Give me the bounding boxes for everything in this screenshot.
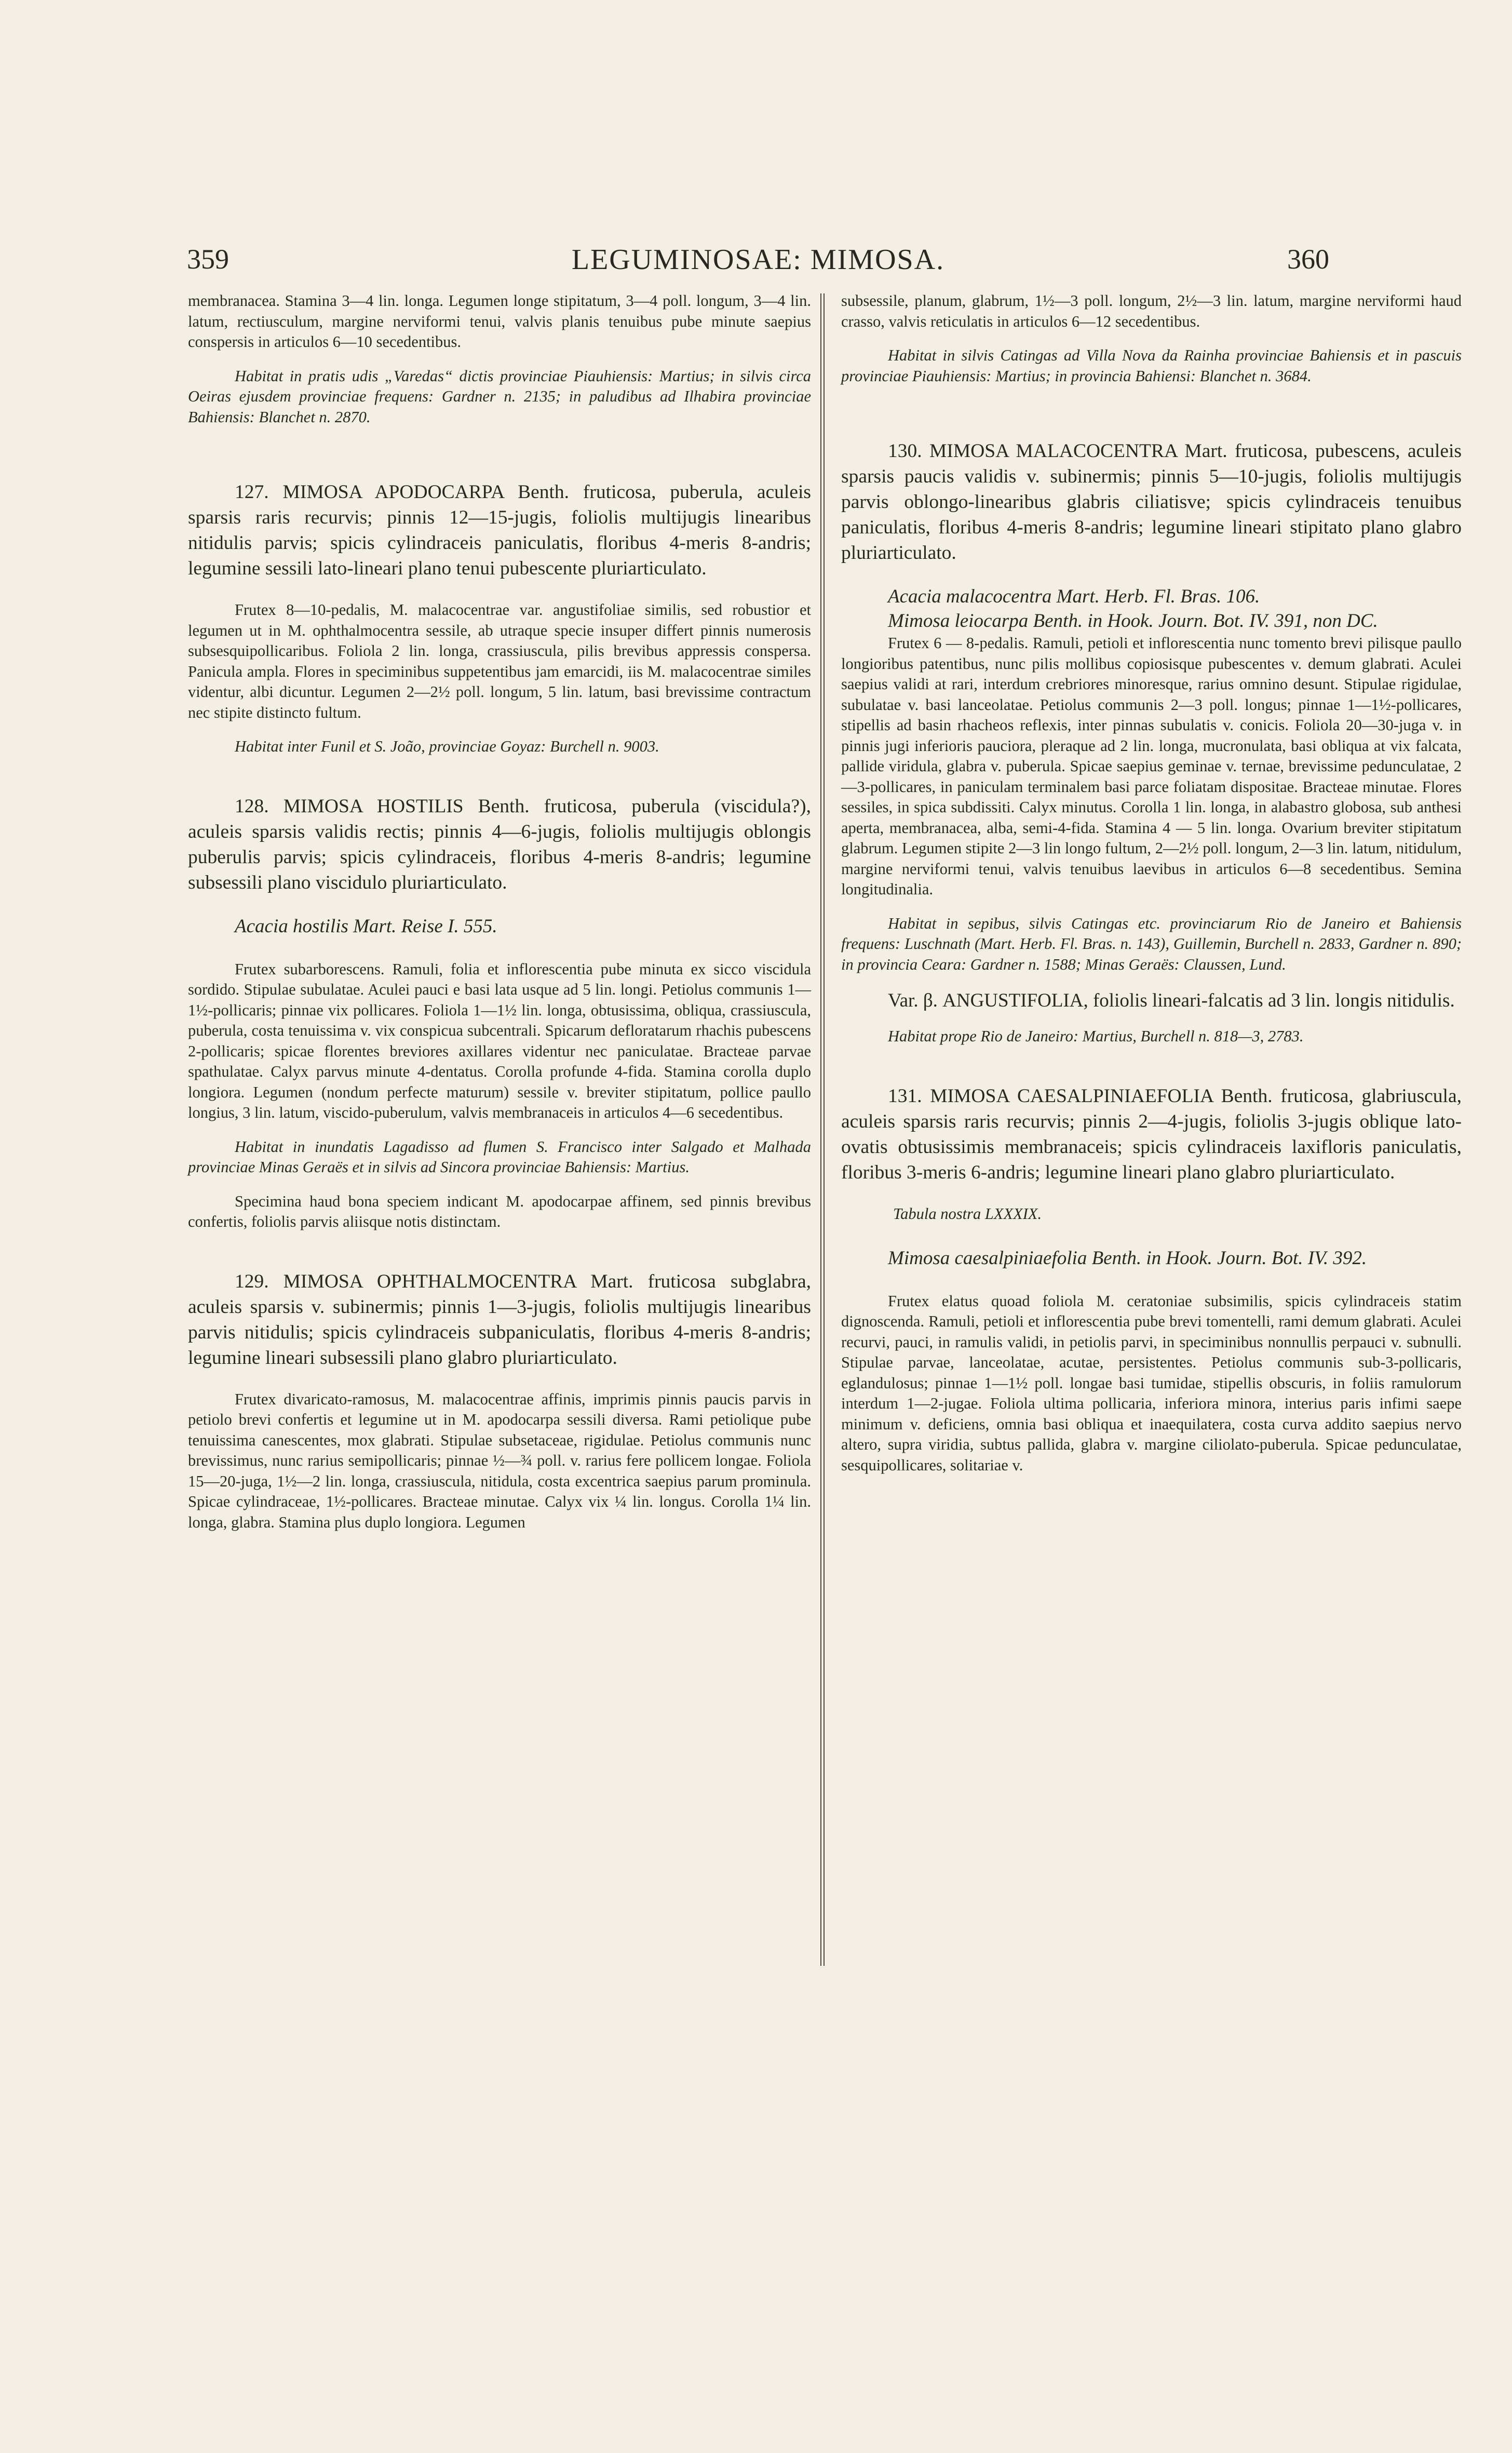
habitat-126: Habitat in pratis udis „Varedas“ dictis provinciae Piauhiensis: Martius; in silvis circa Oeiras ejusdem provinciae frequens: Gardner n. 2135; in paludibus ad Ilhabira provinciae Bahiensis: Blanchet n. 2870.: [188, 367, 811, 426]
species-127-description: Frutex 8—10-pedalis, M. malacocentrae var. angustifoliae similis, sed robustior et legumen ut in M. ophthalmocentra sessile, ab utraque specie insuper differt pinnis numerosis subsesquipollicaribus. Foliola 2 lin. longa, crassiuscula, pilis brevibus appressis conspersa. Panicula ampla. Flores in speciminibus suppetentibus jam emarcidi, iis M. malacocentrae similes videntur, albi dicuntur. Legumen 2—2½ poll. longum, 5 lin. latum, basi brevissime contractum nec stipite distincto fultum.: [188, 601, 811, 721]
species-129-description: Frutex divaricato-ramosus, M. malacocentrae affinis, imprimis pinnis paucis parvis in petiolo brevi confertis et legumine ut in M. apodocarpa sessili diversa. Rami petiolique pube tenuissima canescentes, mox glabrati. Stipulae subsetaceae, rigidulae. Petiolus communis nunc brevissimus, nunc rarius semipollicaris; pinnae ½—¾ poll. v. rarius fere pollicem longae. Foliola 15—20-juga, 1½—2 lin. longa, crassiuscula, nitidula, costa excentrica saepius parum prominula. Spicae cylindraceae, 1½-pollicares. Bracteae minutae. Calyx vix ¼ lin. longus. Corolla 1¼ lin. longa, glabra. Stamina plus duplo longiora. Legumen: [188, 1390, 811, 1531]
species-131-diagnosis: 131. MIMOSA CAESALPINIAEFOLIA Benth. fruticosa, glabriuscula, aculeis sparsis raris recurvis; pinnis 2—4-jugis, foliolis 3-jugis oblique lato-ovatis obtusissimis membranaceis; spicis cylindraceis laxifloris paniculatis, floribus 3-meris 6-andris; legumine lineari plano glabro pluriarticulato.: [841, 1085, 1462, 1183]
species-130-habitat: Habitat in sepibus, silvis Catingas etc. provinciarum Rio de Janeiro et Bahiensis frequens: Luschnath (Mart. Herb. Fl. Bras. n. 143), Guillemin, Burchell n. 2833, Gardner n. 890; in provincia Ceara: Gardner n. 1588; Minas Geraës: Claussen, Lund.: [841, 914, 1462, 973]
page-header: [187, 243, 1329, 285]
species-128-diagnosis: 128. MIMOSA HOSTILIS Benth. fruticosa, puberula (viscidula?), aculeis sparsis validis rectis; pinnis 4—6-jugis, foliolis multijugis oblongis puberulis parvis; spicis cylindraceis, floribus 4-meris 8-andris; legumine subsessili plano viscidulo pluriarticulato.: [188, 795, 811, 893]
species-127-habitat: Habitat inter Funil et S. João, provinciae Goyaz: Burchell n. 9003.: [235, 738, 659, 755]
left-page-number: 359: [187, 244, 229, 275]
species-130-description: Frutex 6 — 8-pedalis. Ramuli, petioli et inflorescentia nunc tomento brevi pilisque paullo longioribus patentibus, nunc pilis mollibus copiosisque pubescentes v. demum glabrati. Aculei saepius validi at rari, interdum crebriores minoresque, rarius omnino desunt. Stipulae rigidulae, subulatae v. basi lanceolatae. Petiolus communis 2—3 poll. longus; pinnae 1—1½-pollicares, stipellis ad basin rhacheos reflexis, inter pinnas subulatis v. conicis. Foliola 20—30-juga v. in pinnis jugi inferioris pauciora, pleraque ad 2 lin. longa, mucronulata, basi obliqua at vix falcata, pallide viridula, glabra v. puberula. Spicae saepius geminae v. ternae, brevissime pedunculatae, 2—3-pollicares, in paniculam terminalem basi parce foliatam dispositae. Bracteae minutae. Flores sessiles, in spica subdissiti. Calyx minutus. Corolla 1 lin. longa, in alabastro globosa, sub anthesi aperta, membranacea, alba, semi-4-fida. Stamina 4 — 5 lin. longa. Ovarium breviter stipitatum glabrum. Legumen stipite 2—3 lin longo fultum, 2—2½ poll. longum, 2—3 lin. latum, nitidulum, margine nerviformi tenui, valvis tenuibus laevibus in articulos 6—8 secedentibus. Semina longitudinalia.: [841, 634, 1462, 898]
species-128-description: Frutex subarborescens. Ramuli, folia et inflorescentia pube minuta ex sicco viscidula sordido. Stipulae subulatae. Aculei pauci e basi lata usque ad 5 lin. longi. Petiolus communis 1—1½-pollicaris; pinnae vix pollicares. Foliola 1—1½ lin. longa, obtusissima, obliqua, crassiuscula, puberula, costa tenuissima v. vix conspicua subcentrali. Spicarum defloratarum rhachis pubescens 2-pollicaris; spicae florentes breviores axillares videntur nec paniculatae. Bracteae parvae spathulatae. Calyx parvus minute 4-dentatus. Corolla profunde 4-fida. Stamina corolla duplo longiora. Legumen (nondum perfecte maturum) sessile v. breviter stipitatum, pollice paullo longius, 3 lin. latum, viscido-puberulum, valvis membranaceis in articulos 4—6 secedentibus.: [188, 960, 811, 1121]
species-130-variety-habitat: Habitat prope Rio de Janeiro: Martius, Burchell n. 818—3, 2783.: [888, 1027, 1304, 1045]
right-column: [841, 291, 1462, 1489]
right-page-number: 360: [1287, 244, 1329, 275]
species-128-note: Specimina haud bona speciem indicant M. apodocarpae affinem, sed pinnis brevibus confertis, foliolis parvis aliisque notis distinctam.: [188, 1192, 811, 1230]
species-131-plate: Tabula nostra LXXXIX.: [893, 1204, 1042, 1223]
continued-description: membranacea. Stamina 3—4 lin. longa. Legumen longe stipitatum, 3—4 poll. longum, 3—4 lin. latum, rectiusculum, margine nerviformi tenui, valvis planis tenuibus pube minute saepius conspersis in articulos 6—10 secedentibus.: [188, 292, 811, 351]
column-divider: [820, 293, 825, 1966]
species-131-synonym: Mimosa caesalpiniaefolia Benth. in Hook. Journ. Bot. IV. 392.: [888, 1247, 1367, 1269]
running-title: LEGUMINOSAE: MIMOSA.: [571, 244, 945, 276]
species-128-habitat: Habitat in inundatis Lagadisso ad flumen S. Francisco inter Salgado et Malhada provinciae Minas Geraës et in silvis ad Sincora provinciae Bahiensis: Martius.: [188, 1137, 811, 1176]
species-128-synonym: Acacia hostilis Mart. Reise I. 555.: [235, 915, 497, 937]
species-131-description: Frutex elatus quoad foliola M. ceratoniae subsimilis, spicis cylindraceis statim dignoscenda. Ramuli, petioli et inflorescentia pube brevi tomentelli, rami demum glabrati. Aculei recurvi, pauci, in ramulis validi, in petiolis parvi, in speciminibus nonnullis perpauci v. subnulli. Stipulae parvae, lanceolatae, acutae, persistentes. Petiolus communis sub-3-pollicaris, eglandulosus; pinnae 1—1½ poll. longae basi tumidae, stipellis obscuris, in foliis ramulorum interdum 1—2-jugae. Foliola ultima pollicaria, inferiora minora, interius paris infimi saepe minimum v. deficiens, omnia basi obliqua et inaequilatera, costa curva addito saepius nervo altero, supra viridia, subtus pallida, glabra v. margine ciliolato-puberula. Spicae pedunculatae, sesquipollicares, solitariae v.: [841, 1292, 1462, 1474]
continued-description-129: subsessile, planum, glabrum, 1½—3 poll. longum, 2½—3 lin. latum, margine nerviformi haud crasso, valvis reticulatis in articulos 6—12 secedentibus.: [841, 292, 1462, 330]
species-130-variety: Var. β. ANGUSTIFOLIA, foliolis lineari-falcatis ad 3 lin. longis nitidulis.: [888, 990, 1455, 1011]
species-127-diagnosis: 127. MIMOSA APODOCARPA Benth. fruticosa, puberula, aculeis sparsis raris recurvis; pinnis 12—15-jugis, foliolis multijugis linearibus nitidulis parvis; spicis cylindraceis paniculatis, floribus 4-meris 8-andris; legumine sessili lato-lineari plano tenui pubescente pluriarticulato.: [188, 481, 811, 579]
species-130-synonym-1: Acacia malacocentra Mart. Herb. Fl. Bras. 106.: [888, 586, 1260, 607]
species-130-diagnosis: 130. MIMOSA MALACOCENTRA Mart. fruticosa, pubescens, aculeis sparsis paucis validis v. subinermis; pinnis 5—10-jugis, foliolis multijugis parvis oblongo-linearibus glabris ciliatisve; spicis cylindraceis tenuibus paniculatis, floribus 4-meris 8-andris; legumine lineari stipitato plano glabro pluriarticulato.: [841, 440, 1462, 564]
left-column: [188, 291, 811, 1546]
species-130-synonym-2: Mimosa leiocarpa Benth. in Hook. Journ. Bot. IV. 391, non DC.: [888, 610, 1378, 632]
species-129-habitat: Habitat in silvis Catingas ad Villa Nova da Rainha provinciae Bahiensis et in pascuis provinciae Piauhiensis: Martius; in provincia Bahiensi: Blanchet n. 3684.: [841, 346, 1462, 385]
species-129-diagnosis: 129. MIMOSA OPHTHALMOCENTRA Mart. fruticosa subglabra, aculeis sparsis v. subinermis; pinnis 1—3-jugis, foliolis multijugis linearibus parvis nitidulis; spicis cylindraceis subpaniculatis, floribus 4-meris 8-andris; legumine lineari subsessili plano glabro pluriarticulato.: [188, 1270, 811, 1369]
